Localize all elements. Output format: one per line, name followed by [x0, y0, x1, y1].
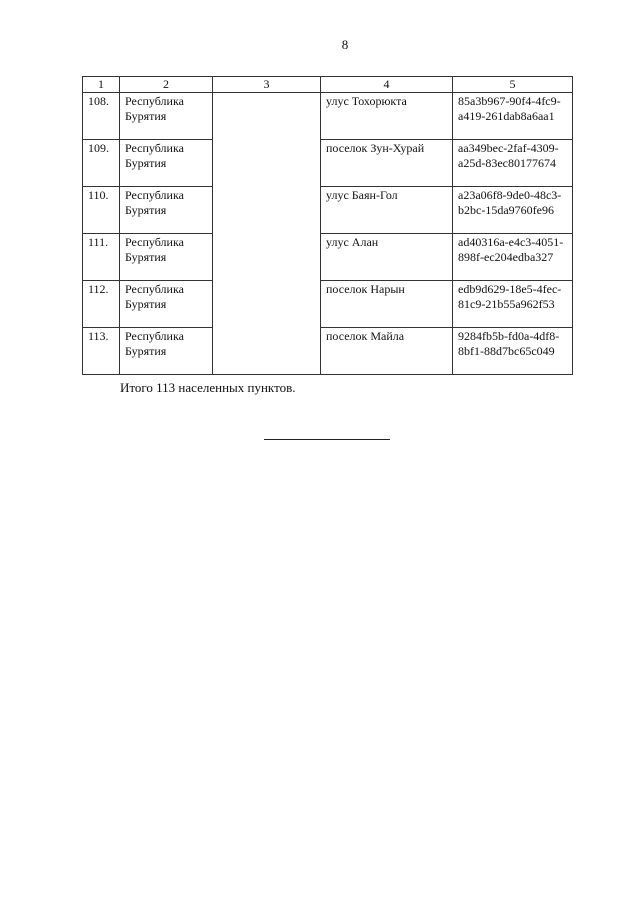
- column-header-3: 3: [213, 77, 321, 93]
- code-cell: a23a06f8-9de0-48c3-b2bc-15da9760fe96: [453, 187, 573, 234]
- table-row: [83, 234, 573, 281]
- row-number: 113.: [83, 328, 120, 375]
- region-cell: Республика Бурятия: [120, 234, 213, 281]
- code-cell: 85a3b967-90f4-4fc9-a419-261dab8a6aa1: [453, 93, 573, 140]
- code-cell: edb9d629-18e5-4fec-81c9-21b55a962f53: [453, 281, 573, 328]
- settlement-cell: улус Баян-Гол: [321, 187, 453, 234]
- row-number: 109.: [83, 140, 120, 187]
- region-cell: Республика Бурятия: [120, 140, 213, 187]
- row-number: 108.: [83, 93, 120, 140]
- region-cell: Республика Бурятия: [120, 93, 213, 140]
- column-header-1: 1: [83, 77, 120, 93]
- table-row: [83, 187, 573, 234]
- merged-empty-cell: [213, 93, 321, 375]
- table-row: [83, 93, 573, 140]
- table-row: [83, 140, 573, 187]
- row-number: 111.: [83, 234, 120, 281]
- column-header-5: 5: [453, 77, 573, 93]
- row-number: 112.: [83, 281, 120, 328]
- table-header-row: [83, 77, 573, 93]
- settlement-cell: поселок Нарын: [321, 281, 453, 328]
- table-row: [83, 281, 573, 328]
- settlement-cell: улус Тохорюкта: [321, 93, 453, 140]
- row-number: 110.: [83, 187, 120, 234]
- settlement-cell: поселок Майла: [321, 328, 453, 375]
- settlements-table: [82, 76, 573, 375]
- closing-rule: [264, 439, 390, 440]
- total-summary: Итого 113 населенных пунктов.: [120, 380, 296, 395]
- settlement-cell: поселок Зун-Хурай: [321, 140, 453, 187]
- page-number: 8: [341, 37, 349, 52]
- settlement-cell: улус Алан: [321, 234, 453, 281]
- region-cell: Республика Бурятия: [120, 328, 213, 375]
- region-cell: Республика Бурятия: [120, 281, 213, 328]
- column-header-4: 4: [321, 77, 453, 93]
- code-cell: 9284fb5b-fd0a-4df8-8bf1-88d7bc65c049: [453, 328, 573, 375]
- code-cell: ad40316a-e4c3-4051-898f-ec204edba327: [453, 234, 573, 281]
- region-cell: Республика Бурятия: [120, 187, 213, 234]
- column-header-2: 2: [120, 77, 213, 93]
- table-row: [83, 328, 573, 375]
- code-cell: aa349bec-2faf-4309-a25d-83ec80177674: [453, 140, 573, 187]
